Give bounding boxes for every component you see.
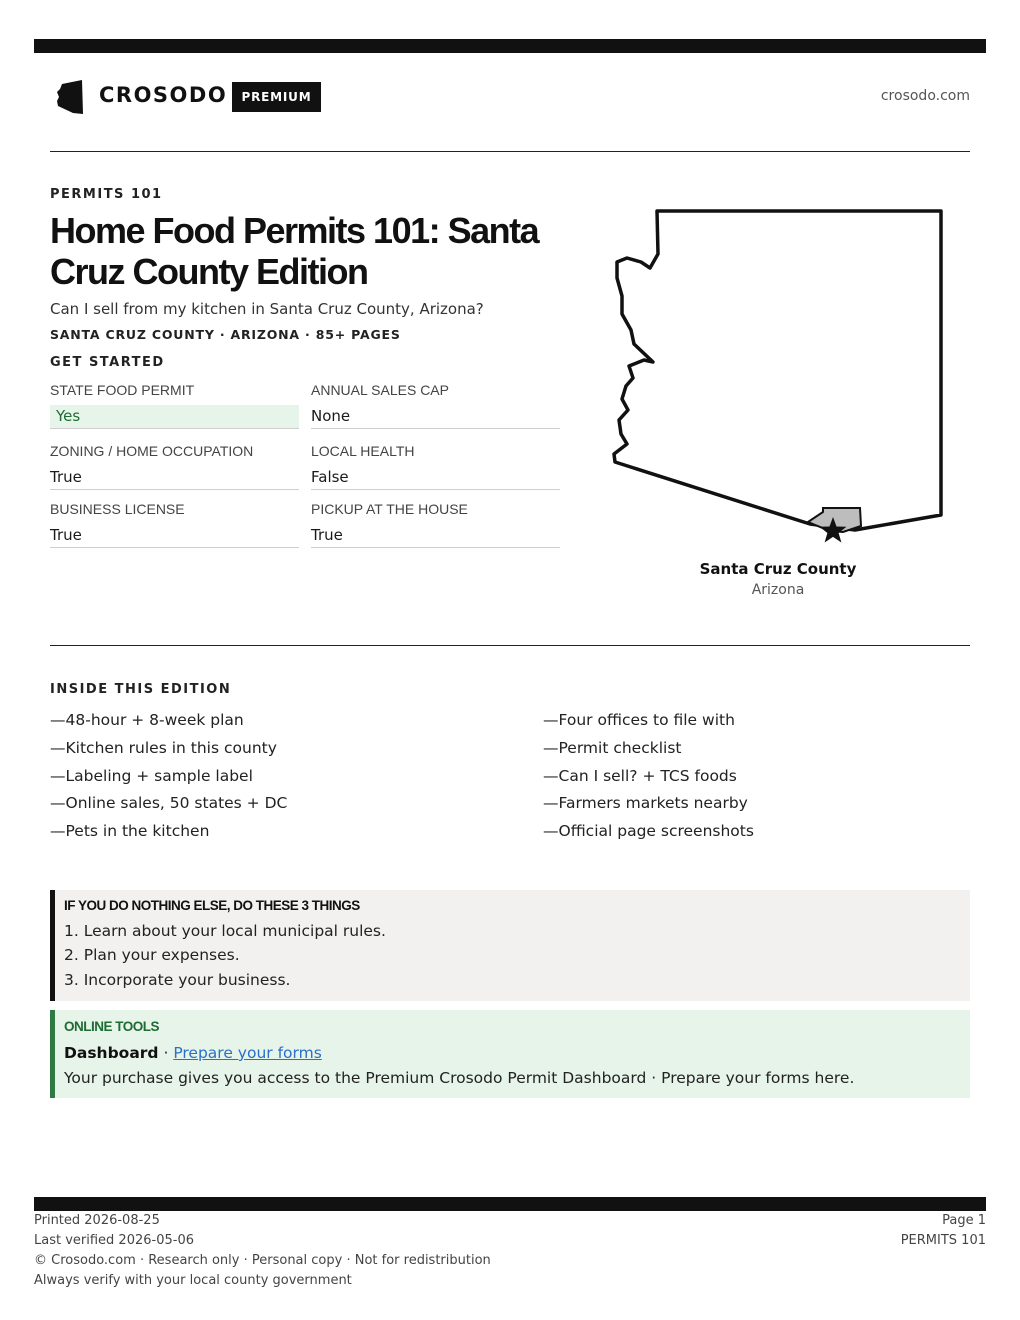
callout-item: 3. Incorporate your business. xyxy=(64,971,291,989)
contents-item: —48-hour + 8-week plan xyxy=(50,711,244,729)
header-divider xyxy=(50,151,970,152)
brand-name: CROSODO xyxy=(99,83,228,107)
tools-links-row xyxy=(64,1044,322,1062)
fact-business-license xyxy=(50,501,299,548)
page-title: Home Food Permits 101: Santa Cruz County Edition xyxy=(50,210,539,292)
site-url[interactable]: crosodo.com xyxy=(880,88,970,104)
contents-left-column xyxy=(50,708,287,847)
contents-item: —Kitchen rules in this county xyxy=(50,738,277,757)
page-number: Page 1 xyxy=(942,1213,986,1228)
fact-label: ANNUAL SALES CAP xyxy=(311,382,449,398)
prepare-forms-link[interactable]: Prepare your forms xyxy=(173,1044,322,1062)
fact-value: True xyxy=(50,466,299,490)
contents-item: —Labeling + sample label xyxy=(50,766,253,785)
map-county-label: Santa Cruz County xyxy=(699,560,857,578)
copyright: © Crosodo.com · Research only · Personal copy · Not for redistribution xyxy=(34,1253,491,1268)
contents-item: —Official page screenshots xyxy=(543,822,754,841)
fact-zoning xyxy=(50,443,299,490)
fact-value: True xyxy=(311,524,560,548)
top-bar xyxy=(34,39,986,53)
contents-right-column xyxy=(543,708,754,847)
contents-item: —Permit checklist xyxy=(543,738,682,757)
arizona-outline-icon xyxy=(614,211,941,530)
inside-edition-label: INSIDE THIS EDITION xyxy=(50,682,232,697)
contents-item: —Can I sell? + TCS foods xyxy=(543,766,737,785)
fact-local-health xyxy=(311,443,560,490)
section-divider xyxy=(50,645,970,646)
three-things-callout xyxy=(50,890,970,1001)
fact-value: False xyxy=(311,466,560,490)
bottom-bar xyxy=(34,1197,986,1211)
contents-item: —Four offices to file with xyxy=(543,711,735,729)
online-tools-callout xyxy=(50,1010,970,1098)
eyebrow: PERMITS 101 xyxy=(50,187,163,202)
page-header xyxy=(50,78,970,118)
verified-date: Last verified 2026-05-06 xyxy=(34,1233,194,1248)
fact-label: BUSINESS LICENSE xyxy=(50,501,185,517)
callout-heading: IF YOU DO NOTHING ELSE, DO THESE 3 THINGS xyxy=(64,898,360,913)
get-started-label: GET STARTED xyxy=(50,355,165,370)
callout-item: 1. Learn about your local municipal rules. xyxy=(64,922,386,940)
dashboard-label: Dashboard xyxy=(64,1044,159,1062)
premium-badge: PREMIUM xyxy=(232,82,321,112)
tools-body: Your purchase gives you access to the Premium Crosodo Permit Dashboard · Prepare your forms here. xyxy=(64,1069,855,1087)
separator: · xyxy=(158,1044,174,1062)
fact-value: Yes xyxy=(50,405,299,429)
fact-value: True xyxy=(50,524,299,548)
fact-pickup xyxy=(311,501,560,548)
footer-section: PERMITS 101 xyxy=(900,1233,986,1248)
edition-meta: SANTA CRUZ COUNTY · ARIZONA · 85+ PAGES xyxy=(50,327,401,342)
fact-annual-sales-cap xyxy=(311,382,560,429)
arizona-logo-icon xyxy=(56,80,84,114)
tools-heading: ONLINE TOOLS xyxy=(64,1019,160,1034)
verify-notice: Always verify with your local county government xyxy=(34,1273,352,1288)
fact-label: STATE FOOD PERMIT xyxy=(50,382,195,398)
page-subtitle: Can I sell from my kitchen in Santa Cruz County, Arizona? xyxy=(50,300,484,318)
contents-item: —Online sales, 50 states + DC xyxy=(50,794,288,813)
fact-state-food-permit xyxy=(50,382,299,429)
fact-label: PICKUP AT THE HOUSE xyxy=(311,501,468,517)
printed-date: Printed 2026-08-25 xyxy=(34,1213,160,1228)
contents-item: —Farmers markets nearby xyxy=(543,794,748,813)
fact-value: None xyxy=(311,405,560,429)
callout-item: 2. Plan your expenses. xyxy=(64,946,240,964)
map-state-label: Arizona xyxy=(751,582,805,598)
fact-label: ZONING / HOME OCCUPATION xyxy=(50,443,254,459)
contents-item: —Pets in the kitchen xyxy=(50,822,210,841)
fact-label: LOCAL HEALTH xyxy=(311,443,415,459)
arizona-map xyxy=(605,200,950,550)
